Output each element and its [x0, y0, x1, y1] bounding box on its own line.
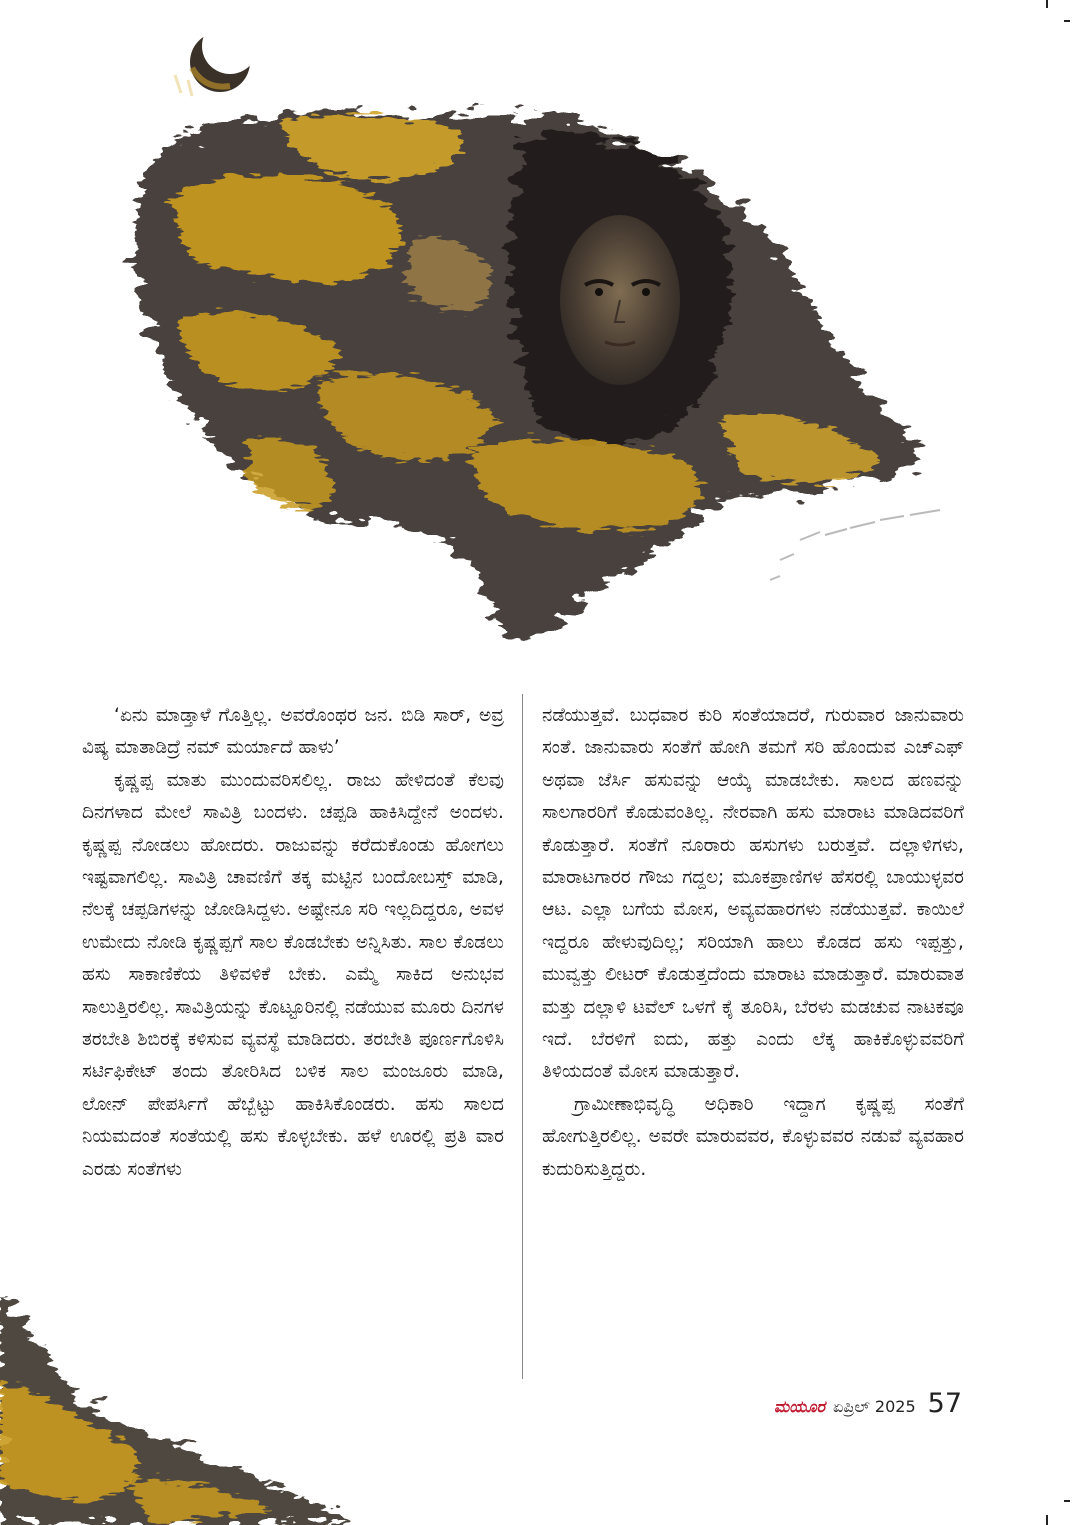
scratch-marks [770, 510, 940, 580]
crop-mark-right-top [1064, 20, 1070, 22]
page-footer [774, 1388, 962, 1419]
article-paragraph-1: ‘ಏನು ಮಾಡ್ತಾಳೆ ಗೊತ್ತಿಲ್ಲ. ಅವರೊಂಥರ ಜನ. ಬಿಡಿ ಸಾರ್, ಅವ್ರ ವಿಷ್ಯ ಮಾತಾಡಿದ್ರೆ ನಮ್ ಮರ್ಯಾದೆ ಹಾಳು’ [82, 705, 504, 759]
crop-mark-bottom [1046, 1515, 1048, 1525]
woman-face-figure [560, 215, 680, 385]
issue-date: ಏಪ್ರಿಲ್ 2025 [833, 1397, 916, 1416]
crop-mark-right-bottom [1064, 1500, 1070, 1502]
article-column-right [542, 700, 964, 1186]
corner-illustration [0, 1290, 360, 1525]
article-paragraph-4: ಗ್ರಾಮೀಣಾಭಿವೃದ್ಧಿ ಅಧಿಕಾರಿ ಇದ್ದಾಗ ಕೃಷ್ಣಪ್ಪ ಸಂತೆಗೆ ಹೋಗುತ್ತಿರಲಿಲ್ಲ. ಅವರೇ ಮಾರುವವರ, ಕೊಳ್ಳುವವರ ನಡುವೆ ವ್ಯವಹಾರ ಕುದುರಿಸುತ್ತಿದ್ದರು. [542, 1093, 964, 1180]
magazine-brand: ಮಯೂರ [773, 1397, 825, 1416]
column-divider [522, 694, 523, 1379]
crescent-moon-icon [175, 20, 258, 96]
page-number: 57 [927, 1388, 962, 1419]
crop-mark-top [1046, 0, 1048, 8]
article-paragraph-2: ಕೃಷ್ಣಪ್ಪ ಮಾತು ಮುಂದುವರಿಸಲಿಲ್ಲ. ರಾಜು ಹೇಳಿದಂತೆ ಕೆಲವು ದಿನಗಳಾದ ಮೇಲೆ ಸಾವಿತ್ರಿ ಬಂದಳು. ಚಪ್ಪಡಿ ಹಾಕಿಸಿದ್ದೇನೆ ಅಂದಳು. ಕೃಷ್ಣಪ್ಪ ನೋಡಲು ಹೋದರು. ರಾಜುವನ್ನು ಕರೆದುಕೊಂಡು ಹೋಗಲು ಇಷ್ಟವಾಗಲಿಲ್ಲ. ಸಾವಿತ್ರಿ ಚಾವಣಿಗೆ ತಕ್ಕ ಮಟ್ಟಿನ ಬಂದೋಬಸ್ತ್ ಮಾಡಿ, ನೆಲಕ್ಕೆ ಚಪ್ಪಡಿಗಳನ್ನು ಜೋಡಿಸಿದ್ದಳು. ಅಷ್ಟೇನೂ ಸರಿ ಇಲ್ಲದಿದ್ದರೂ, ಅವಳ ಉಮೇದು ನೋಡಿ ಕೃಷ್ಣಪ್ಪಗೆ ಸಾಲ ಕೊಡಬೇಕು ಅನ್ನಿಸಿತು. ಸಾಲ ಕೊಡಲು ಹಸು ಸಾಕಾಣಿಕೆಯ ತಿಳಿವಳಿಕೆ ಬೇಕು. ಎಮ್ಮೆ ಸಾಕಿದ ಅನುಭವ ಸಾಲುತ್ತಿರಲಿಲ್ಲ. ಸಾವಿತ್ರಿಯನ್ನು ಕೊಟ್ಟೂರಿನಲ್ಲಿ ನಡೆಯುವ ಮೂರು ದಿನಗಳ ತರಬೇತಿ ಶಿಬಿರಕ್ಕೆ ಕಳಿಸುವ ವ್ಯವಸ್ಥೆ ಮಾಡಿದರು. ತರಬೇತಿ ಪೂರ್ಣಗೊಳಿಸಿ ಸರ್ಟಿಫಿಕೇಟ್ ತಂದು ತೋರಿಸಿದ ಬಳಿಕ ಸಾಲ ಮಂಜೂರು ಮಾಡಿ, ಲೋನ್ ಪೇಪರ್ಸಿಗೆ ಹೆಬ್ಬೆಟ್ಟು ಹಾಕಿಸಿಕೊಂಡರು. ಹಸು ಸಾಲದ ನಿಯಮದಂತೆ ಸಂತೆಯಲ್ಲಿ ಹಸು ಕೊಳ್ಳಬೇಕು. ಹಳೆ ಊರಲ್ಲಿ ಪ್ರತಿ ವಾರ ಎರಡು ಸಂತೆಗಳು [82, 769, 504, 1180]
story-illustration [80, 20, 980, 670]
article-paragraph-3: ನಡೆಯುತ್ತವೆ. ಬುಧವಾರ ಕುರಿ ಸಂತೆಯಾದರೆ, ಗುರುವಾರ ಜಾನುವಾರು ಸಂತೆ. ಜಾನುವಾರು ಸಂತೆಗೆ ಹೋಗಿ ತಮಗೆ ಸರಿ ಹೊಂದುವ ಎಚ್‌ಎಫ್ ಅಥವಾ ಜೆರ್ಸಿ ಹಸುವನ್ನು ಆಯ್ಕೆ ಮಾಡಬೇಕು. ಸಾಲದ ಹಣವನ್ನು ಸಾಲಗಾರರಿಗೆ ಕೊಡುವಂತಿಲ್ಲ. ನೇರವಾಗಿ ಹಸು ಮಾರಾಟ ಮಾಡಿದವರಿಗೆ ಕೊಡುತ್ತಾರೆ. ಸಂತೆಗೆ ನೂರಾರು ಹಸುಗಳು ಬರುತ್ತವೆ. ದಲ್ಲಾಳಿಗಳು, ಮಾರಾಟಗಾರರ ಗೌಜು ಗದ್ದಲ; ಮೂಕಪ್ರಾಣಿಗಳ ಹೆಸರಲ್ಲಿ ಬಾಯುಳ್ಳವರ ಆಟ. ಎಲ್ಲಾ ಬಗೆಯ ಮೋಸ, ಅವ್ಯವಹಾರಗಳು ನಡೆಯುತ್ತವೆ. ಕಾಯಿಲೆ ಇದ್ದರೂ ಹೇಳುವುದಿಲ್ಲ; ಸರಿಯಾಗಿ ಹಾಲು ಕೊಡದ ಹಸು ಇಪ್ಪತ್ತು, ಮುವ್ವತ್ತು ಲೀಟರ್ ಕೊಡುತ್ತದೆಂದು ಮಾರಾಟ ಮಾಡುತ್ತಾರೆ. ಮಾರುವಾತ ಮತ್ತು ದಲ್ಲಾಳಿ ಟವೆಲ್ ಒಳಗೆ ಕೈ ತೂರಿಸಿ, ಬೆರಳು ಮಡಚುವ ನಾಟಕವೂ ಇದೆ. ಬೆರಳಿಗೆ ಐದು, ಹತ್ತು ಎಂದು ಲೆಕ್ಕ ಹಾಕಿಕೊಳ್ಳುವವರಿಗೆ ತಿಳಿಯದಂತೆ ಮೋಸ ಮಾಡುತ್ತಾರೆ. [542, 705, 964, 1083]
article-column-left [82, 700, 504, 1186]
